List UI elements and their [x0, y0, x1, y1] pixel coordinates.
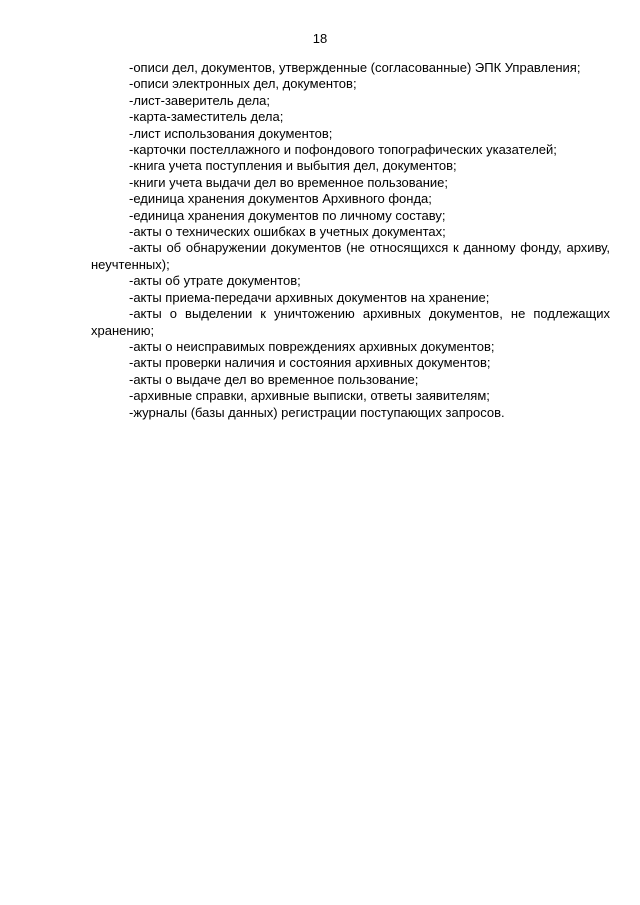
list-item: -архивные справки, архивные выписки, ответы заявителям;: [129, 388, 490, 404]
list-item: -лист использования документов;: [129, 125, 333, 141]
list-item: -единица хранения документов Архивного фонда;: [129, 191, 432, 207]
list-item: -лист-заверитель дела;: [129, 92, 271, 108]
page-number: 18: [312, 31, 328, 46]
document-list: [91, 60, 610, 421]
list-item: -акты приема-передачи архивных документов на хранение;: [129, 289, 490, 305]
list-item: -акты об обнаружении документов (не относящихся к данному фонду, архиву, неучтенных);: [91, 240, 610, 272]
list-item: -описи электронных дел, документов;: [129, 76, 357, 92]
list-item: -акты проверки наличия и состояния архивных документов;: [129, 355, 491, 371]
list-item: -описи дел, документов, утвержденные (согласованные) ЭПК Управления;: [129, 60, 581, 75]
list-item: -единица хранения документов по личному составу;: [129, 207, 446, 223]
list-item: -акты об утрате документов;: [129, 273, 301, 289]
list-item: -книги учета выдачи дел во временное пользование;: [129, 174, 449, 190]
list-item: -акты о выделении к уничтожению архивных документов, не подлежащих хранению;: [91, 306, 610, 338]
list-item: -карта-заместитель дела;: [129, 109, 284, 125]
list-item: -карточки постеллажного и пофондового топографических указателей;: [129, 142, 557, 158]
list-item: -книга учета поступления и выбытия дел, документов;: [129, 158, 457, 174]
list-item: -акты о выдаче дел во временное пользование;: [129, 371, 419, 387]
list-item: -акты о неисправимых повреждениях архивных документов;: [129, 338, 495, 354]
list-item: -акты о технических ошибках в учетных документах;: [129, 224, 446, 240]
list-item: -журналы (базы данных) регистрации поступающих запросов.: [129, 404, 505, 420]
